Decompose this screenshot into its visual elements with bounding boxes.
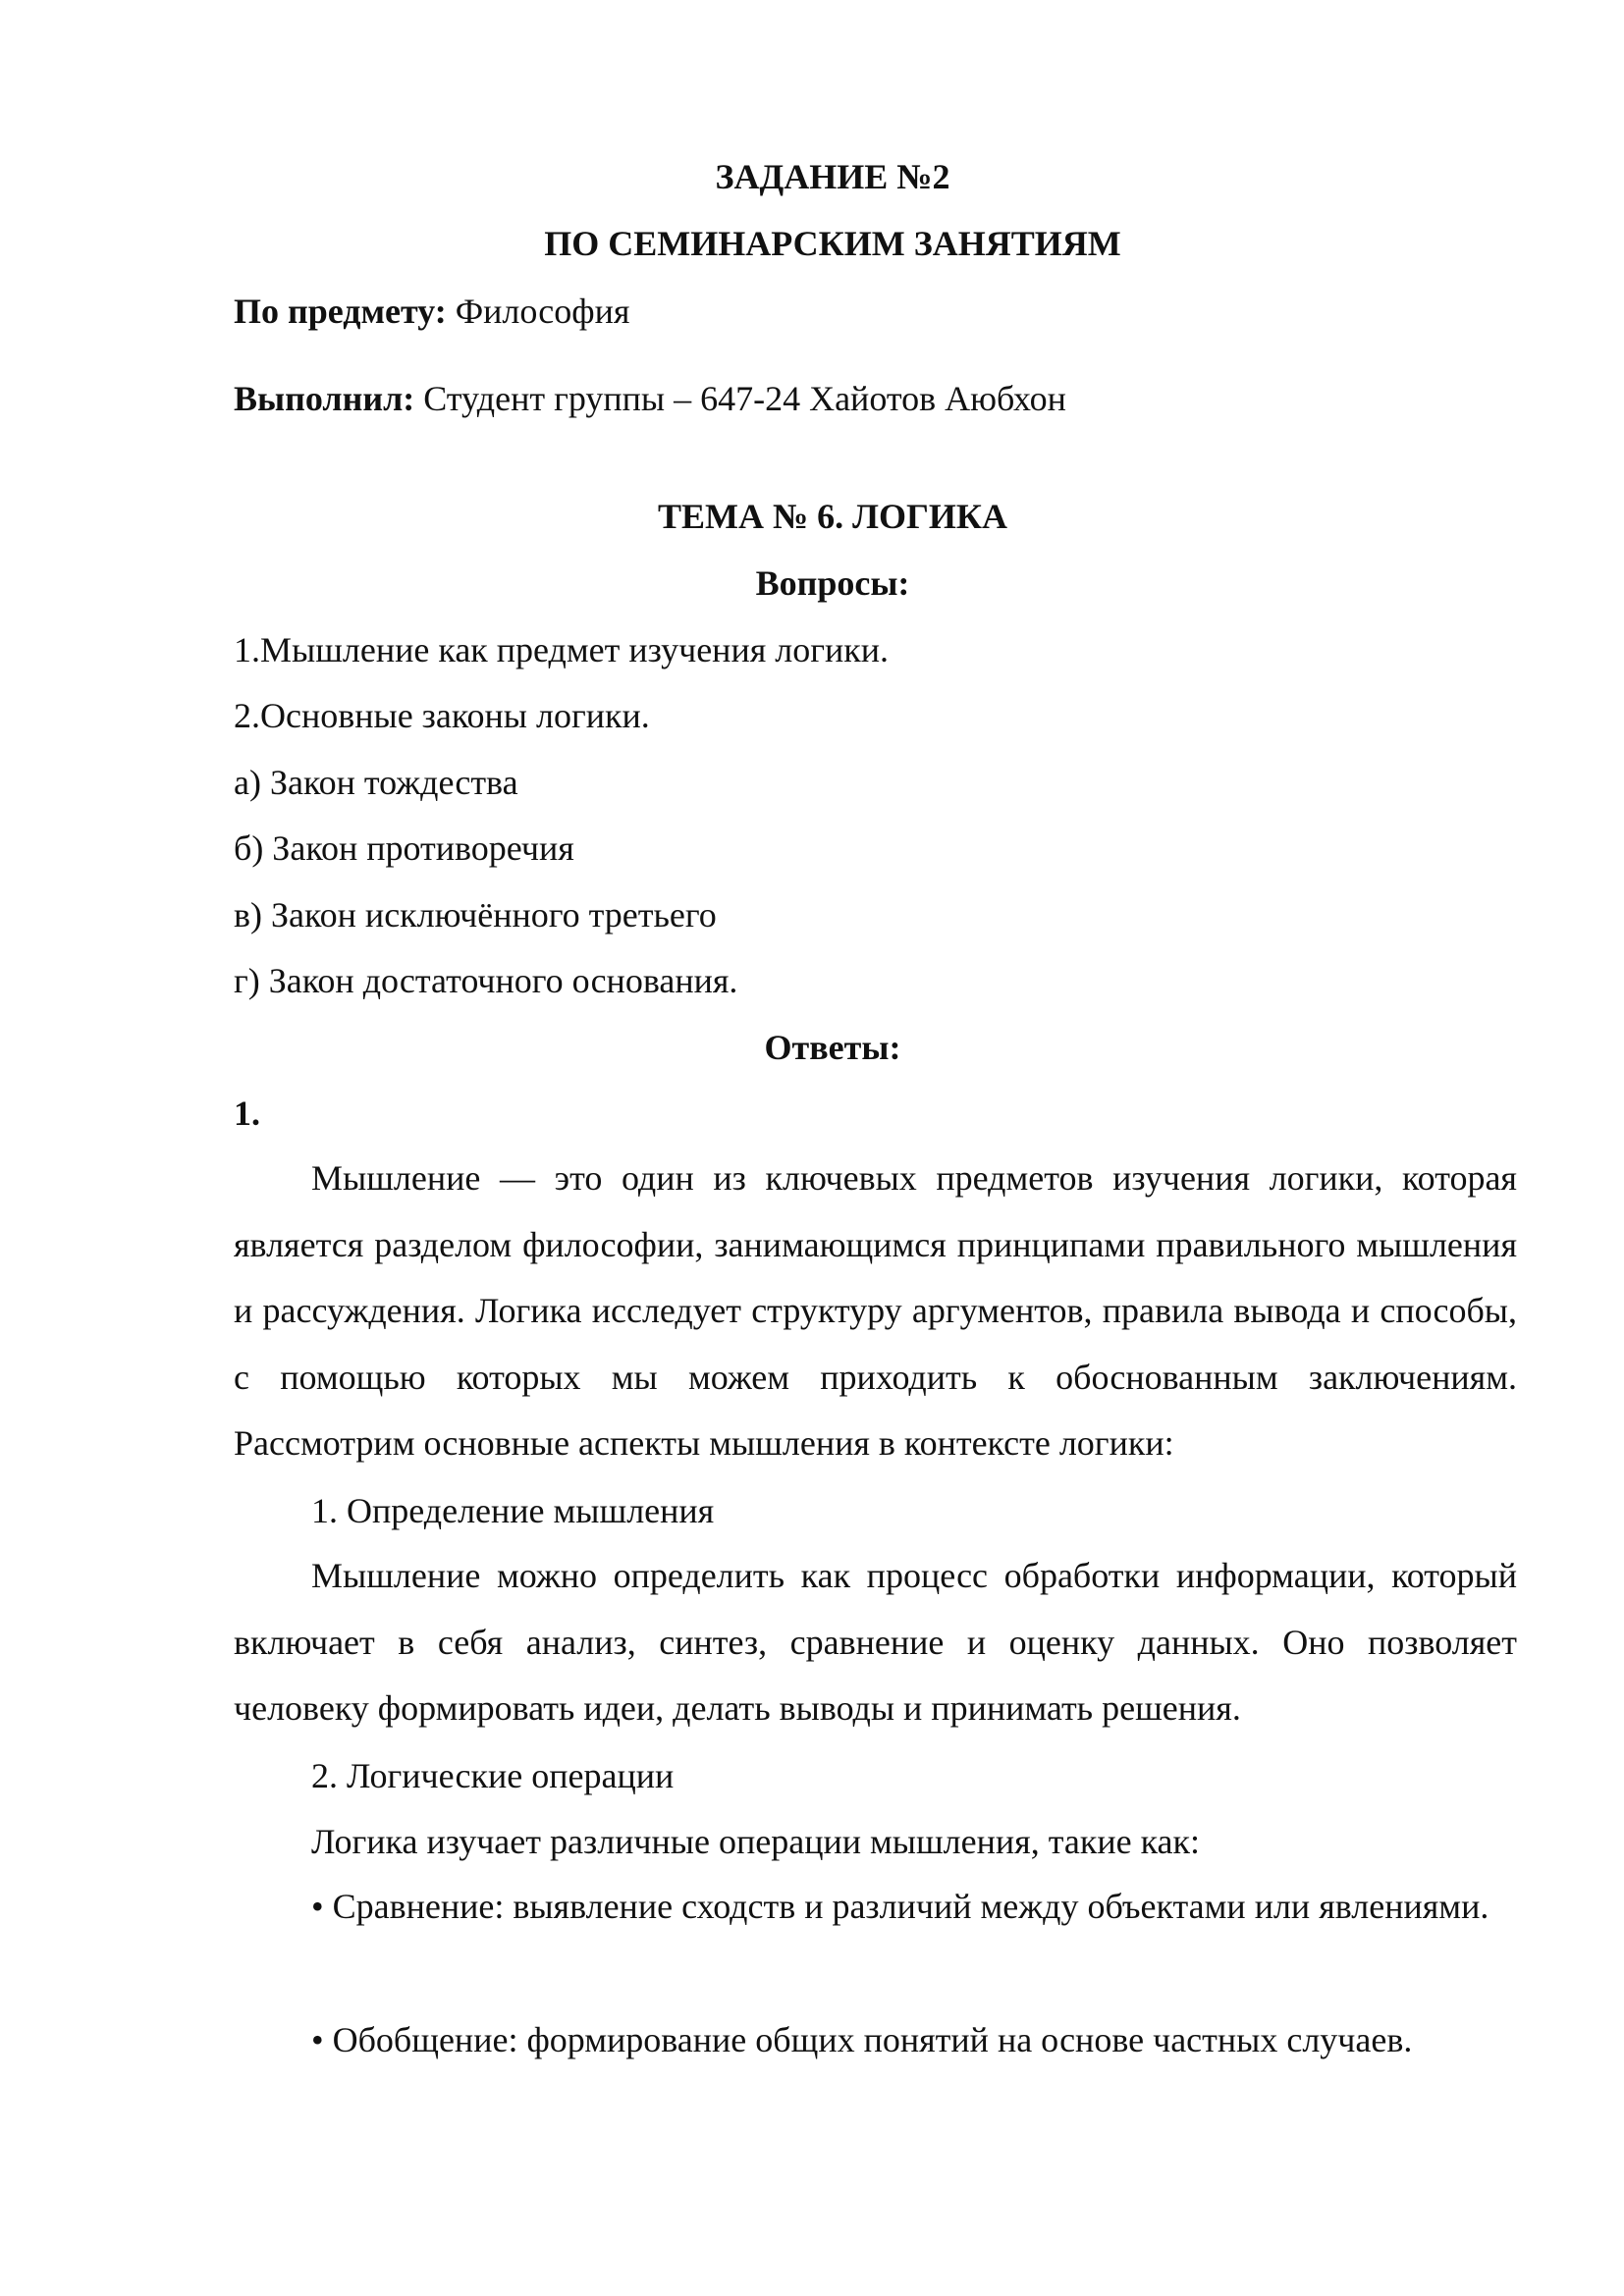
bullet-item xyxy=(234,1874,1517,1941)
section2-text: Логика изучает различные операции мышления, такие как: xyxy=(311,1822,1201,1861)
answer-intro-paragraph xyxy=(234,1146,1517,1477)
section1-paragraph xyxy=(234,1543,1517,1742)
author-label: Выполнил: xyxy=(234,379,415,418)
subject-line xyxy=(234,294,629,329)
section2-title: 2. Логические операции xyxy=(311,1756,675,1795)
question-item: 2.Основные законы логики. xyxy=(234,696,650,735)
answers-heading: Ответы: xyxy=(764,1028,901,1067)
subject-value: Философия xyxy=(446,292,630,331)
answer-number xyxy=(234,1095,260,1131)
bullet-item: • Обобщение: формирование общих понятий на основе частных случаев. xyxy=(311,2020,1413,2059)
answer-intro-text: Мышление — это один из ключевых предметов изучения логики, которая является разделом философии, занимающимся принципами правильного мышления и рассуждения. Логика исследует структуру аргументов, правила вывода и способы, с помощью которых мы можем приходить к обоснованным заключениям. Рассмотрим основные аспекты мышления в контексте логики: xyxy=(234,1158,1517,1463)
bullet-text: • Сравнение: выявление сходств и различий между объектами или явлениями. xyxy=(311,1887,1489,1926)
answer-number-text: 1. xyxy=(234,1094,260,1133)
question-item: а) Закон тождества xyxy=(234,763,518,802)
author-value: Студент группы – 647-24 Хайотов Аюбхон xyxy=(414,379,1066,418)
assignment-subtitle: ПО СЕМИНАРСКИМ ЗАНЯТИЯМ xyxy=(544,224,1121,263)
questions-heading: Вопросы: xyxy=(755,563,910,603)
section1-text: Мышление можно определить как процесс обработки информации, который включает в себя анализ, синтез, сравнение и оценку данных. Оно позволяет человеку формировать идеи, делать выводы и принимать решения. xyxy=(234,1556,1517,1728)
topic-title: ТЕМА № 6. ЛОГИКА xyxy=(657,497,1007,536)
author-line xyxy=(234,381,1066,416)
section1-title: 1. Определение мышления xyxy=(311,1491,715,1530)
question-item: 1.Мышление как предмет изучения логики. xyxy=(234,630,890,669)
assignment-title: ЗАДАНИЕ №2 xyxy=(715,157,950,196)
subject-label: По предмету: xyxy=(234,292,447,331)
question-item: в) Закон исключённого третьего xyxy=(234,895,717,934)
question-item: г) Закон достаточного основания. xyxy=(234,961,738,1000)
question-item: б) Закон противоречия xyxy=(234,828,574,868)
